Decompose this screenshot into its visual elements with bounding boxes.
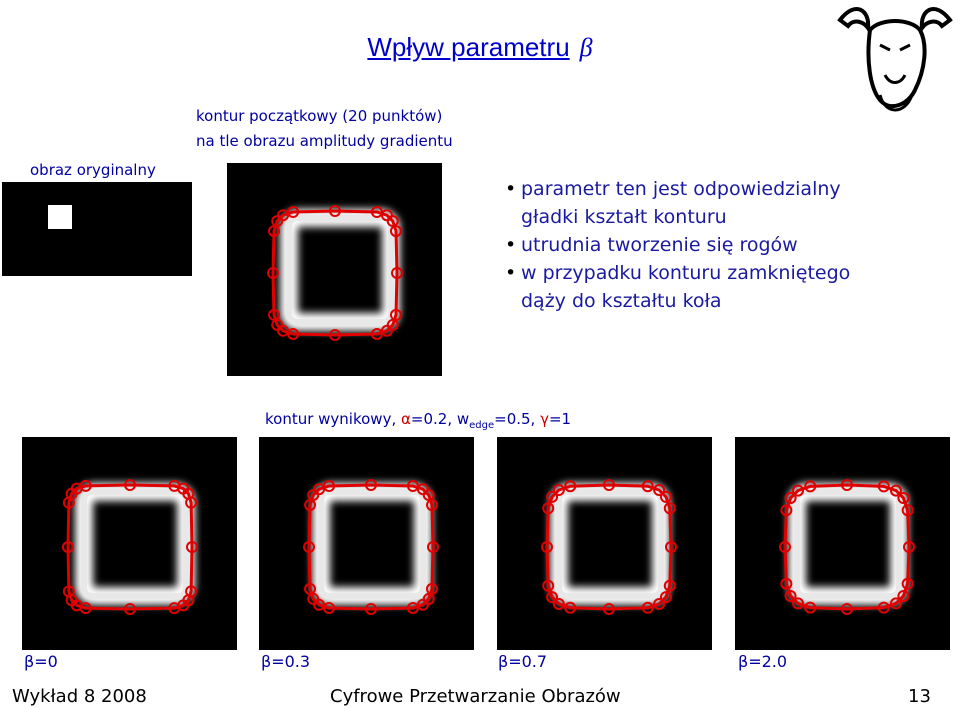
- footer-lecture: Wykład 8 2008: [12, 686, 147, 707]
- bullet-item: dąży do kształtu koła: [521, 290, 722, 312]
- result-image-beta-2.0: [735, 437, 950, 650]
- beta-label-0: β=0: [24, 652, 58, 671]
- beta-label-3: β=2.0: [738, 652, 788, 671]
- page-number: 13: [908, 686, 931, 707]
- original-image: [2, 182, 192, 276]
- caption-original-image: obraz oryginalny: [30, 161, 156, 179]
- gnu-logo: [830, 0, 960, 120]
- bullet-item: gładki kształt konturu: [521, 206, 727, 228]
- result-image-beta-0.7: [497, 437, 712, 650]
- footer-course: Cyfrowe Przetwarzanie Obrazów: [330, 686, 621, 707]
- beta-label-1: β=0.3: [261, 652, 311, 671]
- slide-title: [0, 32, 960, 63]
- slide-title-text: Wpływ parametru: [367, 32, 570, 62]
- initial-contour-image: [227, 163, 442, 376]
- bullet-item: • utrudnia tworzenie się rogów: [505, 234, 798, 256]
- result-contour-label: kontur wynikowy, α=0.2, $w_{edge}=0.5$, γ=1: [265, 410, 572, 431]
- caption-initial-contour: [196, 104, 453, 154]
- bullet-list: [505, 175, 850, 315]
- bullet-item: • parametr ten jest odpowiedzialny: [505, 178, 841, 200]
- bullet-item: • w przypadku konturu zamkniętego: [505, 262, 851, 284]
- slide-title-beta: β: [579, 33, 593, 62]
- beta-label-2: β=0.7: [498, 652, 548, 671]
- result-image-beta-0.3: [259, 437, 474, 650]
- original-image-square: [48, 205, 72, 229]
- caption-initial-line1: kontur początkowy (20 punktów): [196, 107, 443, 125]
- result-image-beta-0: [22, 437, 237, 650]
- caption-initial-line2: na tle obrazu amplitudy gradientu: [196, 132, 453, 150]
